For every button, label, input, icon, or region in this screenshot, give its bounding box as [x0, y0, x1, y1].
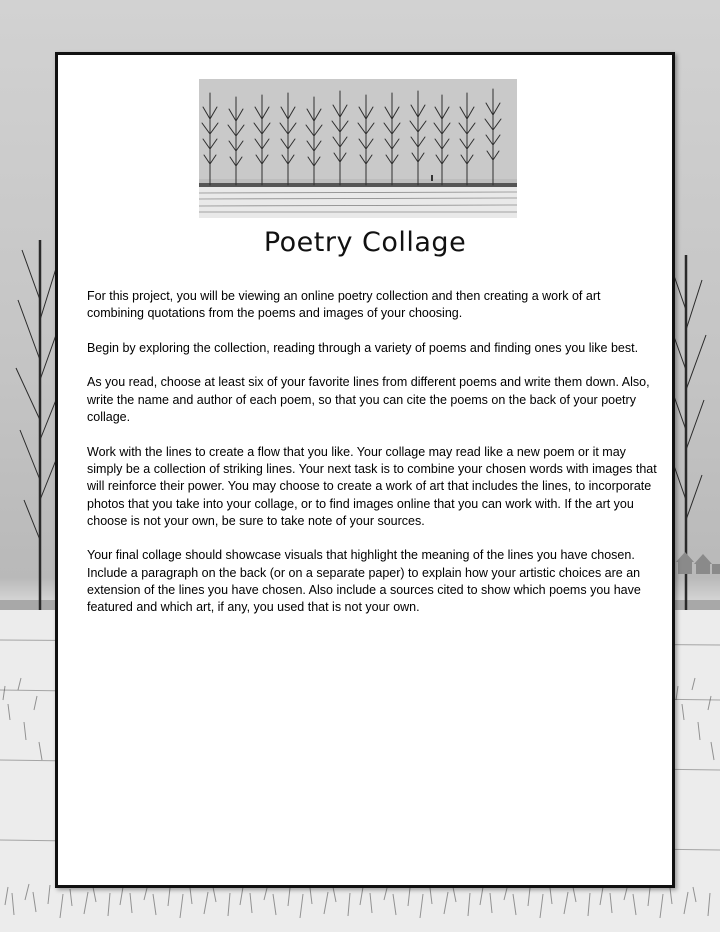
- paragraph-explore: Begin by exploring the collection, reading through a variety of poems and finding ones you like best.: [87, 340, 639, 355]
- paragraph-create-flow: Work with the lines to create a flow that you like. Your collage may read like a new poem or it may simply be a collection of striking lines. Your next task is to combine your chosen words with images that will reinforce their power. You may choose to create a work of art that includes the lines, to incorporate photos that you take into your collage, or to find images online that you can work with. If the art you choose is not your own, be sure to take note of your sources.: [87, 444, 657, 528]
- header-photo: [199, 79, 517, 218]
- paragraph-choose-lines: As you read, choose at least six of your favorite lines from different poems and write them down. Also, write the name and author of each poem, so that you can cite the poems on the back of your poetry collage.: [87, 375, 650, 425]
- paragraph-final-collage: Your final collage should showcase visuals that highlight the meaning of the lines you have chosen. Include a paragraph on the back (or on a separate paper) to explain how your artistic choices are an extension of the lines you have chosen. Also include a sources cited to show which poems you have featured and which art, if any, you used that is not your own.: [87, 548, 641, 615]
- document-page: [55, 52, 675, 888]
- tree-row-image: [199, 79, 517, 218]
- paragraph-intro: For this project, you will be viewing an online poetry collection and then creating a work of art combining quotations from the poems and images of your choosing.: [87, 289, 601, 321]
- page-title: Poetry Collage: [263, 227, 467, 258]
- instructions-text: [87, 288, 657, 634]
